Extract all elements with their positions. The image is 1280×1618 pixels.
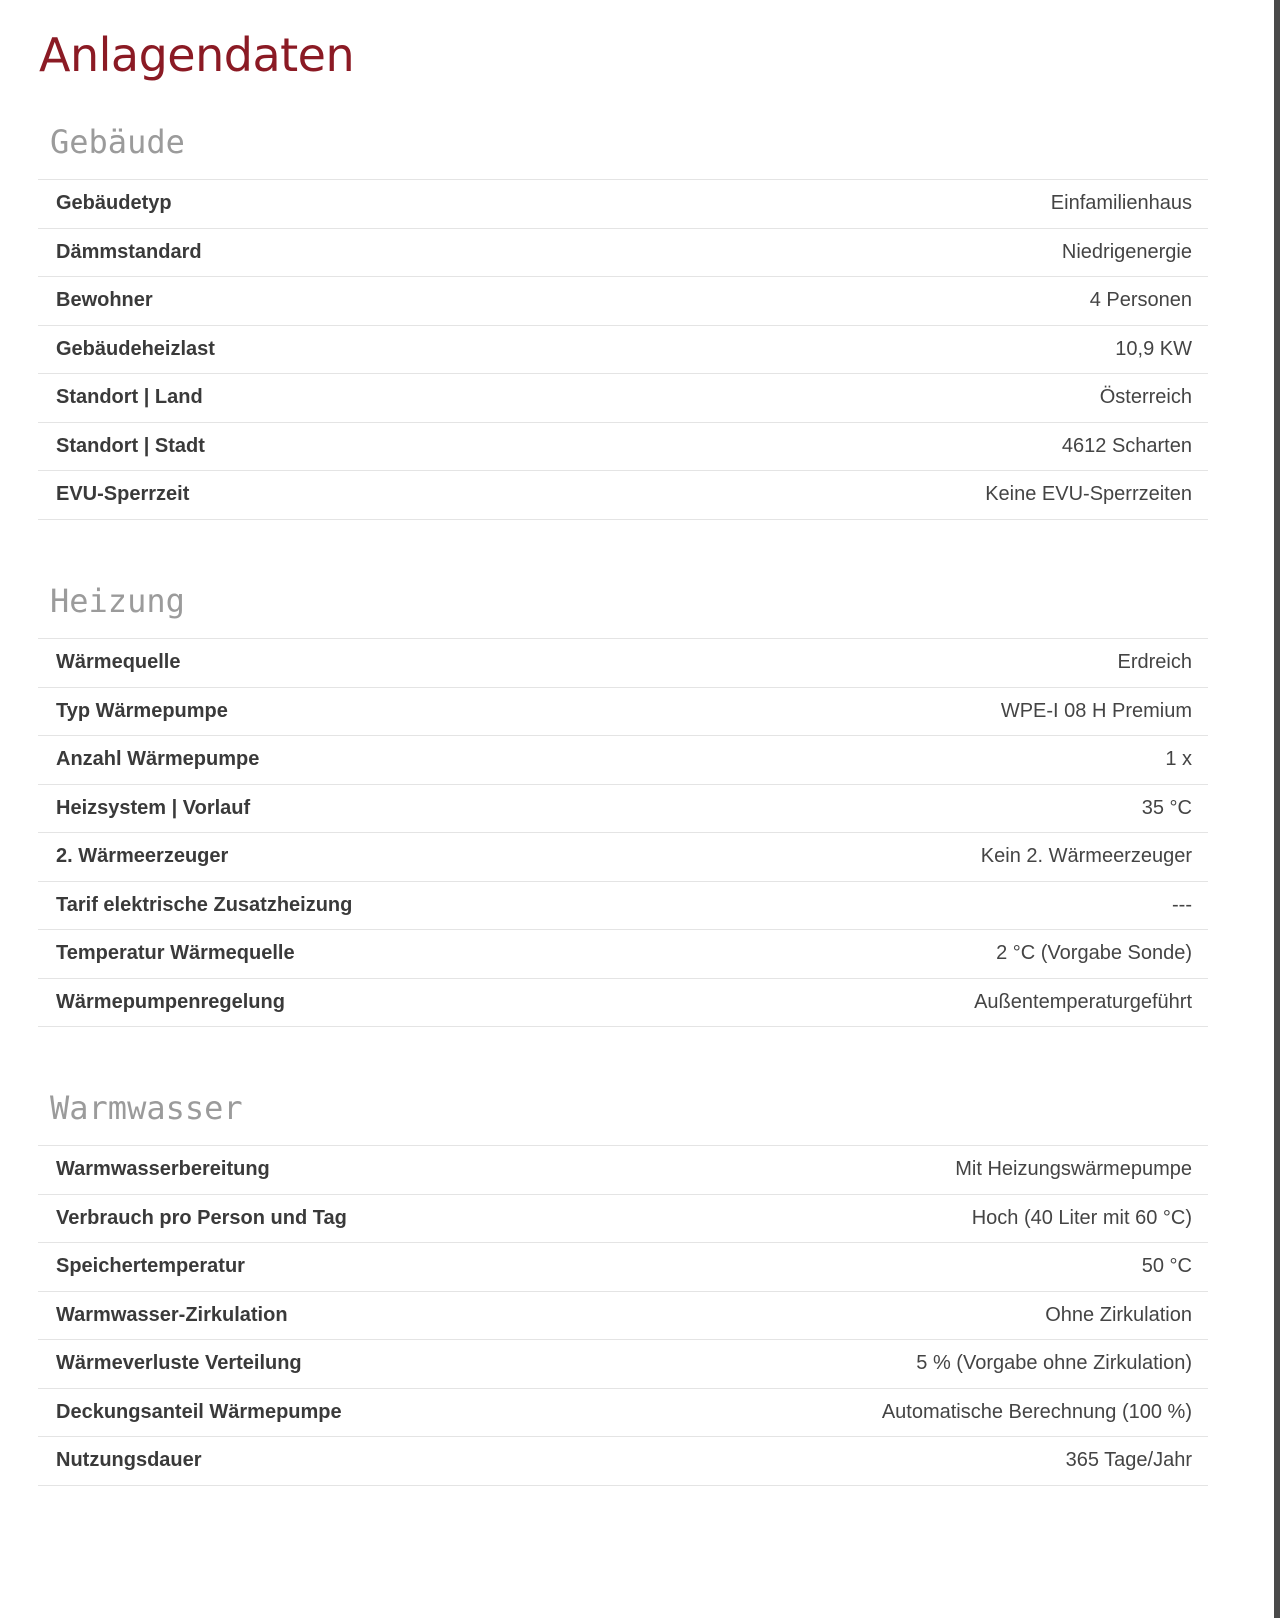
table-row	[38, 736, 1208, 785]
section-heizung	[38, 576, 1208, 1027]
data-table	[38, 638, 1208, 1027]
row-value: Hoch (40 Liter mit 60 °C)	[971, 1206, 1192, 1229]
row-value: Kein 2. Wärmeerzeuger	[980, 845, 1192, 868]
section-title: Warmwasser	[50, 1089, 243, 1127]
table-row	[38, 930, 1208, 979]
table-row	[38, 423, 1208, 472]
row-value: Erdreich	[1117, 651, 1192, 674]
row-label: Deckungsanteil Wärmepumpe	[56, 1400, 342, 1423]
row-value: WPE-I 08 H Premium	[1000, 699, 1192, 722]
row-label: Wärmeverluste Verteilung	[56, 1352, 302, 1375]
row-label: Warmwasserbereitung	[56, 1158, 270, 1181]
table-row	[38, 882, 1208, 931]
table-row	[38, 688, 1208, 737]
row-value: 4612 Scharten	[1061, 434, 1192, 457]
row-label: Standort | Stadt	[56, 434, 205, 457]
row-label: Nutzungsdauer	[56, 1449, 202, 1472]
row-value: ---	[1172, 893, 1192, 916]
section-title: Gebäude	[50, 123, 185, 161]
section-warmwasser	[38, 1083, 1208, 1486]
row-value: 5 % (Vorgabe ohne Zirkulation)	[916, 1352, 1192, 1375]
table-row	[38, 979, 1208, 1028]
row-value: 4 Personen	[1089, 289, 1192, 312]
row-label: 2. Wärmeerzeuger	[56, 845, 229, 868]
row-label: Standort | Land	[56, 386, 203, 409]
row-value: Niedrigenergie	[1061, 240, 1192, 263]
row-label: Anzahl Wärmepumpe	[56, 748, 260, 771]
table-row	[38, 1340, 1208, 1389]
table-row	[38, 1437, 1208, 1486]
row-label: Temperatur Wärmequelle	[56, 942, 295, 965]
row-value: 10,9 KW	[1115, 337, 1192, 360]
row-label: Speichertemperatur	[56, 1255, 245, 1278]
table-row	[38, 639, 1208, 688]
row-label: Bewohner	[56, 289, 153, 312]
table-row	[38, 471, 1208, 520]
table-row	[38, 1389, 1208, 1438]
row-value: Einfamilienhaus	[1050, 192, 1192, 215]
row-label: Gebäudetyp	[56, 192, 172, 215]
page-title: Anlagendaten	[39, 28, 355, 82]
table-row	[38, 374, 1208, 423]
row-label: EVU-Sperrzeit	[56, 483, 190, 506]
table-row	[38, 1146, 1208, 1195]
table-row	[38, 180, 1208, 229]
row-value: Außentemperaturgeführt	[974, 990, 1192, 1013]
row-label: Typ Wärmepumpe	[56, 699, 228, 722]
table-row	[38, 1195, 1208, 1244]
table-row	[38, 277, 1208, 326]
table-row	[38, 229, 1208, 278]
row-value: Ohne Zirkulation	[1045, 1303, 1192, 1326]
row-label: Gebäudeheizlast	[56, 337, 215, 360]
row-label: Wärmepumpenregelung	[56, 990, 285, 1013]
table-row	[38, 1292, 1208, 1341]
row-label: Wärmequelle	[56, 651, 181, 674]
section-gebaeude	[38, 117, 1208, 520]
row-label: Dämmstandard	[56, 240, 202, 263]
table-row	[38, 833, 1208, 882]
row-value: 2 °C (Vorgabe Sonde)	[996, 942, 1192, 965]
section-title: Heizung	[50, 582, 185, 620]
row-label: Tarif elektrische Zusatzheizung	[56, 893, 353, 916]
table-row	[38, 1243, 1208, 1292]
row-label: Warmwasser-Zirkulation	[56, 1303, 288, 1326]
row-value: 365 Tage/Jahr	[1065, 1449, 1192, 1472]
data-table	[38, 179, 1208, 520]
table-row	[38, 326, 1208, 375]
row-label: Heizsystem | Vorlauf	[56, 796, 251, 819]
row-value: 35 °C	[1141, 796, 1192, 819]
window-right-border	[1274, 0, 1280, 1618]
row-value: Keine EVU-Sperrzeiten	[985, 483, 1192, 506]
row-value: 1 x	[1165, 748, 1192, 771]
table-row	[38, 785, 1208, 834]
row-value: Automatische Berechnung (100 %)	[881, 1400, 1192, 1423]
row-label: Verbrauch pro Person und Tag	[56, 1206, 347, 1229]
row-value: Mit Heizungswärmepumpe	[955, 1158, 1192, 1181]
row-value: 50 °C	[1141, 1255, 1192, 1278]
row-value: Österreich	[1099, 386, 1192, 409]
data-table	[38, 1145, 1208, 1486]
